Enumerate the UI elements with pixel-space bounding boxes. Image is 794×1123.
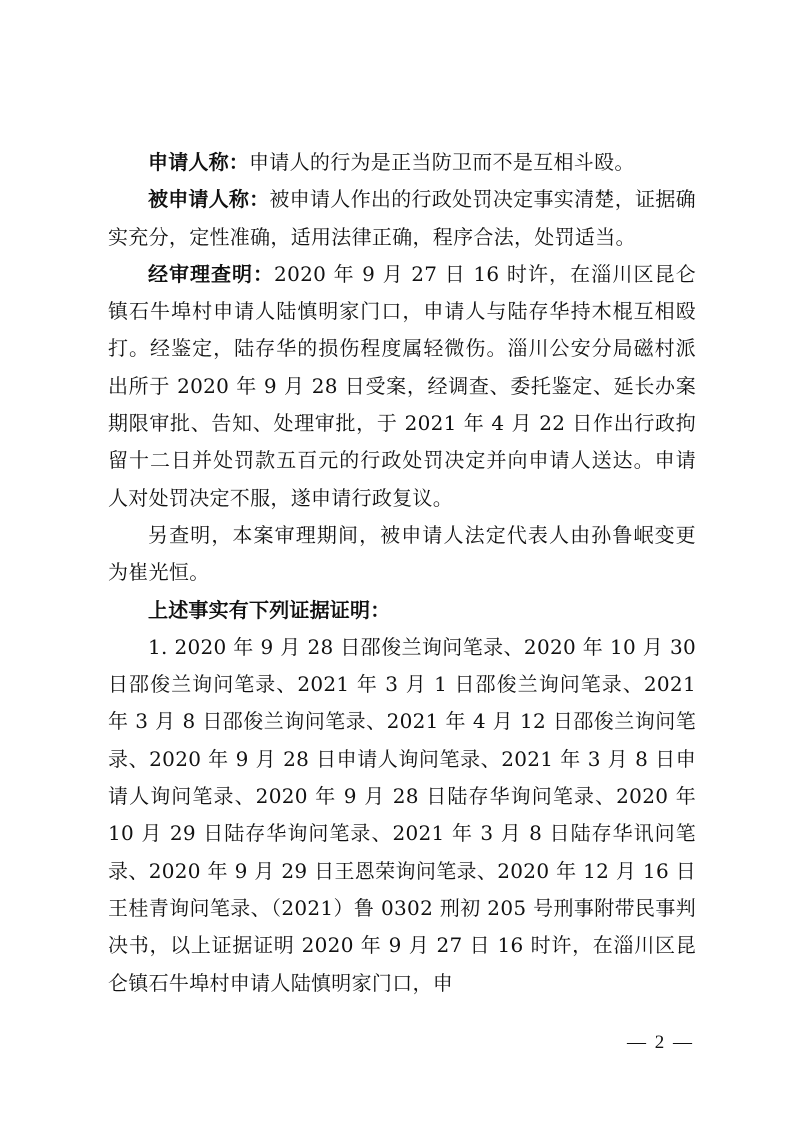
paragraph-label: 经审理查明： — [148, 261, 275, 286]
paragraph-additional-finding — [108, 517, 696, 592]
paragraph-label: 被申请人称： — [148, 187, 270, 212]
paragraph-respondent-claim — [108, 181, 696, 256]
paragraph-text: 另查明，本案审理期间，被申请人法定代表人由孙鲁岷变更为崔光恒。 — [108, 522, 696, 585]
document-body — [108, 144, 696, 1002]
paragraph-text: 1. 2020 年 9 月 28 日邵俊兰询问笔录、2020 年 10 月 30 日邵俊兰询问笔录、2021 年 3 月 1 日邵俊兰询问笔录、2021 年 3 月 8 日邵俊兰询问笔录、2021 年 4 月 12 日邵俊兰询问笔录、2020 年 9 月 28 日申请人询问笔录、2021 年 3 月 8 日申请人询问笔录、2020 年 9 月 28 日陆存华询问笔录、2020 年 10 月 29 日陆存华询问笔录、2021 年 3 月 8 日陆存华讯问笔录、2020 年 9 月 29 日王恩荣询问笔录、2020 年 12 月 16 日王桂青询问笔录、（2021）鲁 0302 刑初 205 号刑事附带民事判决书，以上证据证明 2020 年 9 月 27 日 16 时许，在淄川区昆仑镇石牛埠村申请人陆慎明家门口，申 — [108, 634, 696, 995]
paragraph-text: 申请人的行为是正当防卫而不是互相斗殴。 — [249, 150, 635, 174]
paragraph-evidence-item-1 — [108, 629, 696, 1002]
paragraph-applicant-claim — [108, 144, 696, 181]
paragraph-evidence-heading — [108, 592, 696, 629]
paragraph-text: 被申请人作出的行政处罚决定事实清楚，证据确实充分，定性准确，适用法律正确，程序合法，处罚适当。 — [108, 187, 696, 249]
paragraph-findings — [108, 256, 696, 517]
paragraph-label: 申请人称： — [148, 150, 249, 174]
paragraph-label: 上述事实有下列证据证明： — [148, 597, 391, 622]
page-number: — 2 — — [627, 1032, 694, 1053]
paragraph-text: 2020 年 9 月 27 日 16 时许，在淄川区昆仑镇石牛埠村申请人陆慎明家门口，申请人与陆存华持木棍互相殴打。经鉴定，陆存华的损伤程度属轻微伤。淄川公安分局磁村派出所于 2020 年 9 月 28 日受案，经调查、委托鉴定、延长办案期限审批、告知、处理审批，于 2021 年 4 月 22 日作出行政拘留十二日并处罚款五百元的行政处罚决定并向申请人送达。申请人对处罚决定不服，遂申请行政复议。 — [108, 261, 696, 510]
